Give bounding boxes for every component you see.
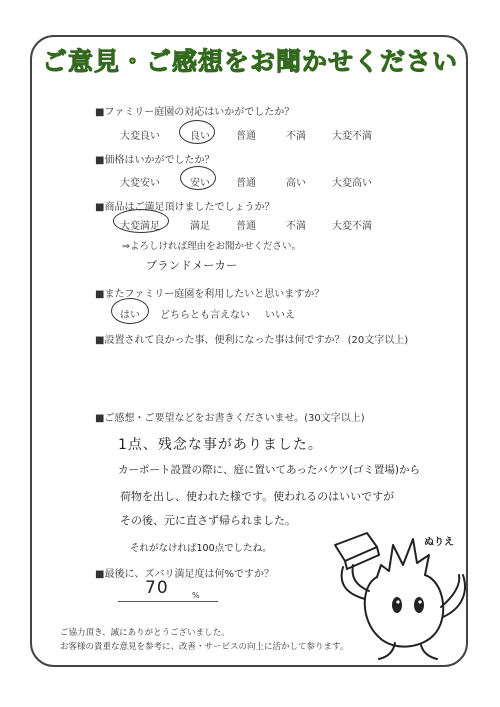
q4-option-no[interactable]: いいえ: [265, 310, 295, 321]
q2-selection-circle: [180, 166, 216, 190]
q2-option-normal[interactable]: 普通: [236, 178, 256, 189]
question-reuse: ■またファミリー庭園を利用したいと思いますか？: [95, 289, 325, 300]
q1-option-normal[interactable]: 普通: [236, 131, 256, 142]
q2-option-very-expensive[interactable]: 大変高い: [332, 178, 372, 189]
satisfaction-underline: [118, 601, 218, 602]
q1-option-very-good[interactable]: 大変良い: [120, 131, 160, 142]
question-benefits: ■設置されて良かった事、便利になった事は何ですか？ (20文字以上): [95, 335, 409, 346]
q2-option-cheap[interactable]: 安い: [190, 178, 210, 189]
q4-option-yes[interactable]: はい: [120, 310, 140, 321]
mascot-illustration: [325, 525, 470, 665]
q1-option-dissatisfied[interactable]: 不満: [286, 131, 306, 142]
footer-thanks: ご協力頂き、誠にありがとうございました。: [60, 628, 230, 638]
q4-option-undecided[interactable]: どちらとも言えない: [160, 310, 250, 321]
comment-line-2[interactable]: カーポート設置の際に、庭に置いてあったバケツ(ゴミ置場)から: [118, 464, 420, 476]
question-staff-response: ■ファミリー庭園の対応はいかがでしたか？: [95, 107, 295, 118]
question-comments: ■ご感想・ご要望などをお書きくださいませ。(30文字以上): [95, 413, 365, 424]
q3-option-very-dissatisfied[interactable]: 大変不満: [332, 221, 372, 232]
q1-option-good[interactable]: 良い: [190, 131, 210, 142]
comment-line-4[interactable]: その後、元に直さず帰られました。: [120, 514, 296, 527]
q3-selection-circle: [113, 209, 169, 233]
q3-option-dissatisfied[interactable]: 不満: [286, 221, 306, 232]
q2-option-very-cheap[interactable]: 大変安い: [120, 178, 160, 189]
q3-option-satisfied[interactable]: 満足: [190, 221, 210, 232]
question-product-satisfaction: ■商品はご満足頂けましたでしょうか？: [95, 202, 275, 213]
reason-answer[interactable]: ブランドメーカー: [146, 259, 238, 272]
reason-prompt: ⇒よろしければ理由をお聞かせください。: [122, 241, 301, 252]
question-satisfaction-percent: ■最後に、ズバリ満足度は何%ですか？: [95, 569, 274, 580]
q3-option-normal[interactable]: 普通: [236, 221, 256, 232]
question-price: ■価格はいかがでしたか？: [95, 155, 215, 166]
satisfaction-value[interactable]: 70: [145, 578, 169, 598]
q2-option-expensive[interactable]: 高い: [286, 178, 306, 189]
footer-note: お客様の貴重な意見を参考に、改善・サービスの向上に活かして参ります。: [60, 642, 349, 652]
form-title: ご意見・ご感想をお聞かせください: [41, 47, 458, 76]
q3-option-very-satisfied[interactable]: 大変満足: [120, 221, 160, 232]
comment-line-3[interactable]: 荷物を出し、使われた様です。使われるのはいいですが: [120, 490, 395, 503]
comment-line-5[interactable]: それがなければ100点でしたね。: [130, 543, 272, 554]
percent-unit: %: [192, 591, 200, 600]
q4-selection-circle: [111, 298, 149, 324]
q1-selection-circle: [179, 120, 215, 144]
comment-line-1[interactable]: 1点、残念な事がありました。: [118, 437, 323, 453]
q1-option-very-dissatisfied[interactable]: 大変不満: [332, 131, 372, 142]
mascot-label: ぬりえ: [424, 537, 454, 548]
